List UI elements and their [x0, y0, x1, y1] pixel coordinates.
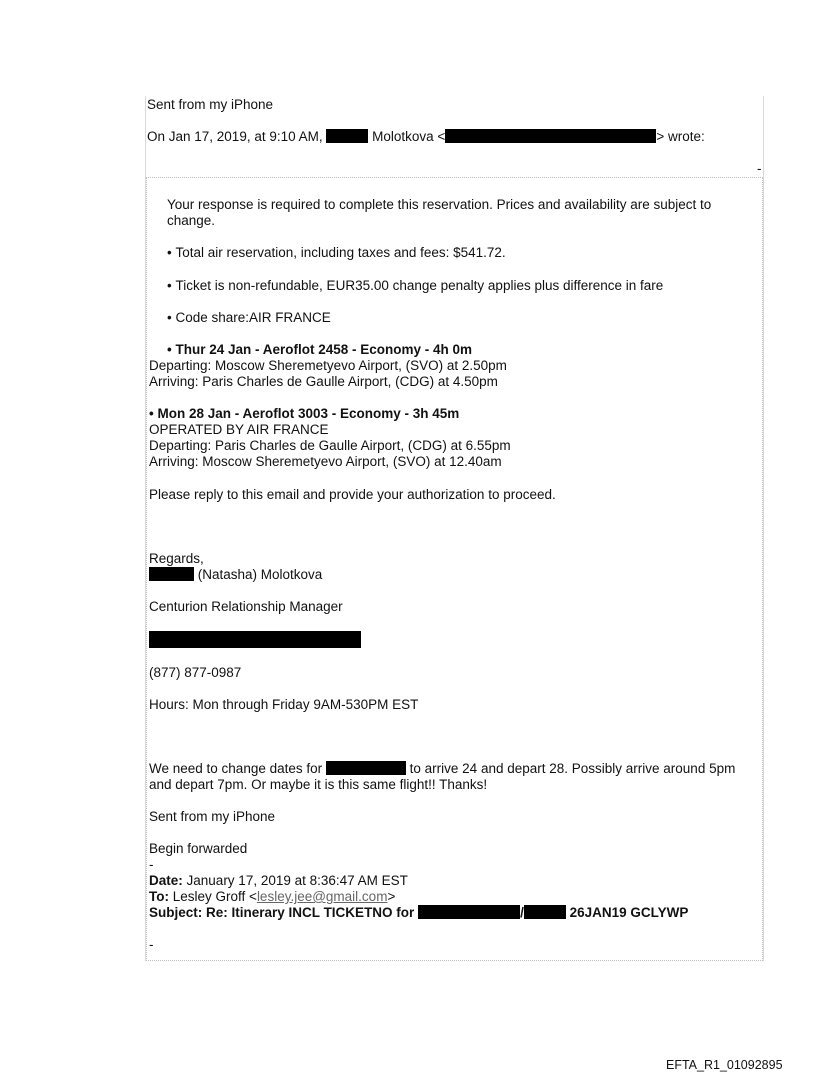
flight2-departing: Departing: Paris Charles de Gaulle Airport, (CDG) at 6.55pm: [149, 438, 511, 453]
intro-text-line1: Your response is required to complete this reservation. Prices and availability are subject to: [167, 197, 712, 212]
redaction-bar: [149, 631, 361, 648]
bullet-item: [167, 278, 663, 294]
redaction-bar: [326, 761, 406, 775]
separator-dash: -: [149, 857, 154, 872]
bullet-dot: •: [167, 278, 176, 293]
flight2-title: [149, 406, 459, 422]
bullet-item: [167, 310, 331, 326]
redaction-bar: [524, 905, 566, 919]
bullet-text: Code share:AIR FRANCE: [175, 310, 331, 325]
forwarded-date-label: Date:: [149, 873, 183, 888]
flight1-arriving: Arriving: Paris Charles de Gaulle Airport, (CDG) at 4.50pm: [149, 374, 498, 389]
redaction-bar: [418, 905, 520, 919]
flight2-operated: OPERATED BY AIR FRANCE: [149, 422, 329, 437]
forwarded-to-label: To:: [149, 889, 169, 904]
begin-forwarded: Begin forwarded: [149, 841, 248, 856]
signature-hours: Hours: Mon through Friday 9AM-530PM EST: [149, 697, 419, 712]
separator-dash: -: [149, 937, 154, 952]
flight2-title-text: Mon 28 Jan - Aeroflot 3003 - Economy - 3h 45m: [157, 406, 460, 421]
forwarded-to-email-link[interactable]: lesley.jee@gmail.com: [256, 889, 388, 904]
reply-line1-prefix: We need to change dates for: [149, 761, 323, 776]
redaction-bar: [445, 129, 656, 143]
bullet-text: Ticket is non-refundable, EUR35.00 change penalty applies plus difference in fare: [175, 278, 664, 293]
signature-name: (Natasha) Molotkova: [197, 567, 323, 582]
signature-phone: (877) 877-0987: [149, 665, 242, 680]
bullet-dot: •: [167, 310, 176, 325]
forwarded-date-value: January 17, 2019 at 8:36:47 AM EST: [186, 873, 408, 888]
signature-title: Centurion Relationship Manager: [149, 599, 343, 614]
flight2-arriving: Arriving: Moscow Sheremetyevo Airport, (SVO) at 12.40am: [149, 454, 502, 469]
reply-line1-suffix: to arrive 24 and depart 28. Possibly arrive around 5pm: [409, 761, 736, 776]
flight1-departing: Departing: Moscow Sheremetyevo Airport, (SVO) at 2.50pm: [149, 358, 507, 373]
flight1-title-text: Thur 24 Jan - Aeroflot 2458 - Economy - 4h 0m: [175, 342, 473, 357]
sent-from-iphone: Sent from my iPhone: [147, 97, 274, 112]
forwarded-subject-slash: /: [520, 905, 524, 920]
forwarded-subject: [149, 905, 688, 921]
document-id: EFTA_R1_01092895: [666, 1058, 783, 1072]
reply-header-line: [147, 129, 705, 145]
reply-line1: [149, 761, 735, 777]
bullet-dot: •: [167, 245, 176, 260]
forwarded-to-close: >: [387, 889, 396, 904]
intro-text-line2: change.: [167, 213, 216, 228]
separator-dash: -: [757, 161, 762, 176]
reply-request: Please reply to this email and provide your authorization to proceed.: [149, 487, 556, 502]
redaction-bar: [326, 129, 368, 143]
reply-header-suffix: > wrote:: [656, 129, 705, 144]
bullet-text: Total air reservation, including taxes and fees: $541.72.: [175, 245, 506, 260]
forwarded-to: [149, 889, 395, 905]
reply-header-name: Molotkova <: [372, 129, 446, 144]
signature-redacted-line: [149, 631, 361, 650]
reply-header-prefix: On Jan 17, 2019, at 9:10 AM,: [147, 129, 323, 144]
flight1-title: [167, 342, 472, 358]
bullet-item: [167, 245, 506, 261]
reply-sent-from: Sent from my iPhone: [149, 809, 276, 824]
forwarded-subject-prefix: Re: Itinerary INCL TICKETNO for: [206, 905, 415, 920]
bullet-dot: •: [167, 342, 176, 357]
redaction-bar: [149, 567, 194, 581]
reply-line2: and depart 7pm. Or maybe it is this same flight!! Thanks!: [149, 777, 488, 792]
regards: Regards,: [149, 551, 204, 566]
signature-name-line: [149, 567, 322, 583]
forwarded-to-name: Lesley Groff <: [172, 889, 257, 904]
forwarded-date: [149, 873, 408, 889]
forwarded-subject-suffix: 26JAN19 GCLYWP: [569, 905, 689, 920]
bullet-dot: •: [149, 406, 158, 421]
forwarded-subject-label: Subject:: [149, 905, 203, 920]
